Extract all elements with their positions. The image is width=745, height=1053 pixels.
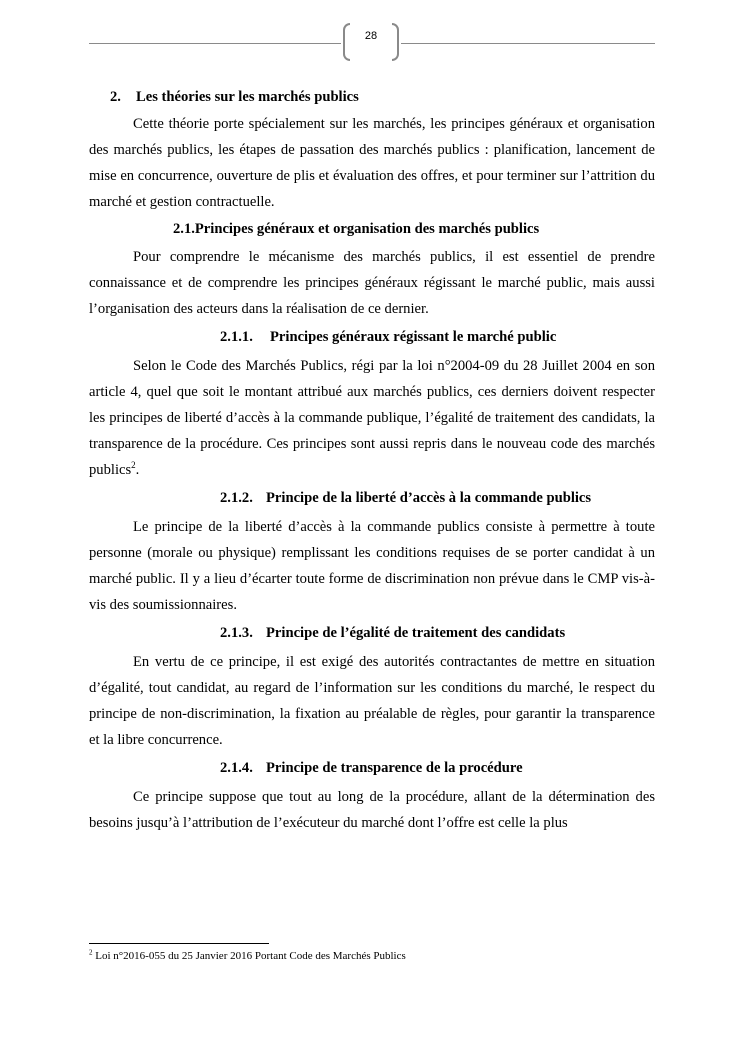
- paragraph-end: .: [135, 462, 140, 478]
- section-heading-2-1-2: [89, 487, 655, 509]
- footnote: [89, 949, 406, 963]
- footnote-text: Loi n°2016-055 du 25 Janvier 2016 Portant Code des Marchés Publics: [95, 950, 406, 962]
- paragraph-section-2-1-4: Ce principe suppose que tout au long de la procédure, allant de la détermination des besoins jusqu’à l’attribution de l’exécuteur du marché dont l’offre est celle la plus: [89, 789, 655, 831]
- section-title: Principes généraux régissant le marché public: [270, 329, 557, 345]
- footnote-reference[interactable]: 2: [131, 460, 136, 471]
- paragraph-section-2: Cette théorie porte spécialement sur les marchés, les principes généraux et organisation des marchés publics, les étapes de passation des marchés publics : planification, lancement de mise en concurrence, ouverture de plis et évaluation des offres, et pour terminer sur l’attrition du marché et gestion contractuelle.: [89, 116, 655, 210]
- section-heading-2: [89, 87, 655, 107]
- page-number-bracket-right: [392, 23, 399, 61]
- section-heading-2-1-3: [89, 622, 655, 644]
- section-number: 2.1.1.: [220, 329, 253, 345]
- section-title: Principe de transparence de la procédure: [266, 760, 523, 776]
- section-title: Les théories sur les marchés publics: [136, 89, 359, 105]
- section-number: 2.1.4.: [220, 760, 253, 776]
- paragraph-text: Selon le Code des Marchés Publics, régi par la loi n°2004-09 du 28 Juillet 2004 en son article 4, quel que soit le montant attribué aux marchés publics, ces derniers doivent respecter les principes de liberté d’accès à la commande publique, l’égalité de traitement des candidats, la transparence de la procédure. Ces principes sont aussi repris dans le nouveau code des marchés publics: [89, 358, 655, 478]
- section-title: Principe de la liberté d’accès à la commande publics: [266, 490, 592, 506]
- header-rule-right: [401, 43, 655, 44]
- paragraph-section-2-1-1: [89, 353, 655, 483]
- section-number: 2.1.3.: [220, 625, 253, 641]
- section-heading-2-1-1: [89, 326, 655, 348]
- page-number: 28: [364, 30, 378, 42]
- section-number: 2.1.2.: [220, 490, 253, 506]
- page-header: [89, 22, 655, 64]
- header-rule-left: [89, 43, 341, 44]
- footnote-separator: [89, 943, 269, 944]
- paragraph-section-2-1-3: En vertu de ce principe, il est exigé des autorités contractantes de mettre en situation d’égalité, tout candidat, au regard de l’information sur les conditions du marché, le respect du principe de non-discrimination, la fixation au préalable de règles, pour garantir la transparence et la libre concurrence.: [89, 654, 655, 748]
- section-heading-2-1: 2.1.Principes généraux et organisation des marchés publics: [173, 221, 540, 237]
- paragraph-section-2-1: Pour comprendre le mécanisme des marchés publics, il est essentiel de prendre connaissance et de comprendre les principes généraux régissant le marché public, mais aussi l’organisation des acteurs dans la réalisation de ce dernier.: [89, 249, 655, 317]
- footnote-number: 2: [89, 948, 93, 957]
- section-number: 2.: [110, 89, 121, 105]
- page-body: [89, 88, 655, 836]
- paragraph-section-2-1-2: Le principe de la liberté d’accès à la commande publics consiste à permettre à toute personne (morale ou physique) remplissant les conditions requises de se porter candidat à un marché public. Il y a lieu d’écarter toute forme de discrimination non prévue dans le CMP vis-à-vis des soumissionnaires.: [89, 519, 655, 613]
- page-number-bracket-left: [343, 23, 350, 61]
- section-title: Principe de l’égalité de traitement des candidats: [266, 625, 566, 641]
- section-heading-2-1-4: [89, 757, 655, 779]
